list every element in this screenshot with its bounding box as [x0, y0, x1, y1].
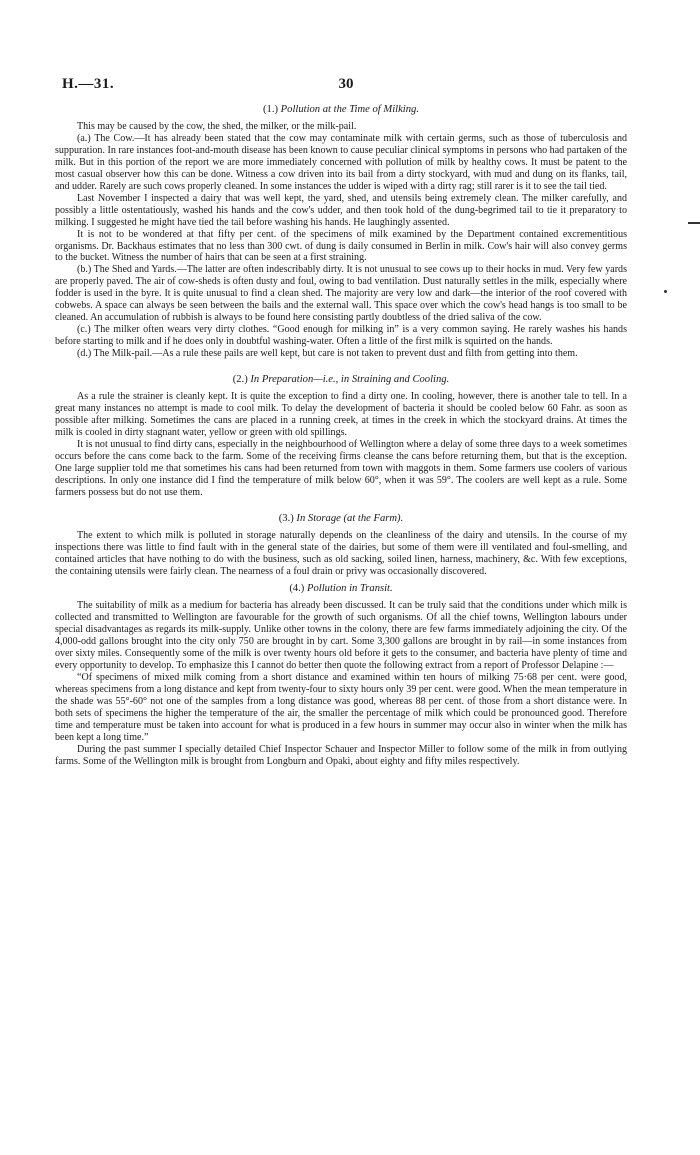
paragraph: It is not to be wondered at that fifty per cent. of the specimens of milk examined by the Department contained excrementitious organisms. Dr. Backhaus estimates that no less than 300 cwt. of dung is daily consumed in Berlin in milk. Cow's hair will also convey germs to the bucket. Witness the number of hairs that can be seen at a first straining.	[55, 228, 627, 264]
section-number: (2.)	[232, 374, 248, 386]
paragraph: This may be caused by the cow, the shed, the milker, or the milk-pail.	[77, 121, 357, 132]
page-number: 30	[338, 76, 354, 92]
margin-mark	[688, 222, 700, 224]
section-number: (3.)	[278, 512, 294, 524]
page-body	[55, 104, 627, 768]
page-header	[62, 76, 630, 96]
paragraph: During the past summer I specially detailed Chief Inspector Schauer and Inspector Miller to follow some of the milk in from outlying farms. Some of the Wellington milk is brought from Longburn and Opaki, about eighty and fifty miles respectively.	[55, 743, 627, 767]
section-title: In Storage (at the Farm).	[296, 512, 404, 524]
paragraph: The suitability of milk as a medium for bacteria has already been discussed. It can be truly said that the conditions under which milk is collected and transmitted to Wellington are favourable for the growth of such organisms. Of all the chief towns, Wellington labours under special disadvantages as regards its milk-supply. Unlike other towns in the colony, there are few farms immediately adjoining the city. Of the 4,000-odd gallons brought into the city only 750 are brought in by cart. Some 3,300 gallons are brought in by rail—in some instances from over sixty miles. Consequently some of the milk is over twenty hours old before it gets to the consumer, and bacteria have plenty of time and every opportunity to develop. To emphasize this I cannot do better then quote the following extract from a report of Professor Delapine :—	[55, 600, 627, 672]
section-heading	[55, 583, 627, 595]
margin-mark	[664, 290, 667, 293]
document-reference: H.—31.	[62, 76, 115, 92]
section-number: (1.)	[263, 104, 279, 115]
section-heading	[55, 104, 627, 116]
section-number: (4.)	[289, 583, 305, 595]
paragraph: (b.) The Shed and Yards.—The latter are often indescribably dirty. It is not unusual to see cows up to their hocks in mud. Very few yards are properly paved. The air of cow-sheds is often dusty and foul, owing to bad ventilation. Dust naturally settles in the milk, especially where fodder is used in the byre. It is quite unusual to find a clean shed. The majority are very low and dark—the interior of the roof covered with cobwebs. A space can always be seen between the bails and the external wall. This space over which the cow's head hangs is too small to be cleaned. An accumulation of rubbish is always to be found here consisting partly doubtless of the dried saliva of the cow.	[55, 264, 627, 324]
paragraph: As a rule the strainer is cleanly kept. It is quite the exception to find a dirty one. In cooling, however, there is another tale to tell. In a great many instances no attempt is made to cool milk. To delay the development of bacteria it should be cooled below 60 Fahr. as soon as possible after milking. Sometimes the cans are placed in a running creek, at times in the creek in which the stockyard drains. At times the milk is cooled in dirty stagnant water, yellow or green with old spillings.	[55, 391, 627, 438]
section-heading	[55, 513, 627, 525]
paragraph: The extent to which milk is polluted in storage naturally depends on the cleanliness of the dairy and utensils. In the course of my inspections there was little to find fault with in the general state of the dairies, but some of them were ill ventilated and foul-smelling, and contained articles that have nothing to do with the business, such as old sacking, soiled linen, harness, machinery, &c. With few exceptions, the containing utensils were fairly clean. The nearness of a foul drain or privy was occasionally discovered.	[55, 529, 627, 577]
section-title: Pollution at the Time of Milking.	[280, 104, 419, 115]
section-title: In Preparation—i.e., in Straining and Cooling.	[250, 374, 450, 386]
section-heading	[55, 374, 627, 386]
section-title: Pollution in Transit.	[307, 583, 393, 595]
quoted-paragraph: “Of specimens of mixed milk coming from a short distance and examined within ten hours of milking 75·68 per cent. were good, whereas specimens from a long distance and kept from twenty-four to sixty hours only 39 per cent. were good. When the mean temperature in the shade was 55°-60° not one of the samples from a long distance was good, whereas 88 per cent. of those from a short distance were. In both sets of specimens the higher the temperature of the air, the smaller the percentage of milk which could be pronounced good. Therefore time and temperature must be taken into account for what is produced in a few hours in summer may occur also in winter when the milk has been kept a long time.”	[55, 672, 627, 743]
paragraph: It is not unusual to find dirty cans, especially in the neighbourhood of Wellington where a delay of some three days to a week sometimes occurs before the cans come back to the farm. Some of the receiving firms cleanse the cans before returning them, but that is the exception. One large supplier told me that sometimes his cans had been returned from town with maggots in them. Some farmers use coolers of various descriptions. In only one instance did I find the temperature of milk below 60°, when it was 59°. The coolers are well kept as a rule. Some farmers possess but do not use them.	[55, 438, 627, 498]
paragraph: Last November I inspected a dairy that was well kept, the yard, shed, and utensils being extremely clean. The milker carefully, and possibly a little ostentatiously, washed his hands and the cow's udder, and then took hold of the dung-begrimed tail to tie it preparatory to milking. I suggested he might have tied the tail before washing his hands. He laughingly assented.	[55, 192, 627, 228]
paragraph: (a.) The Cow.—It has already been stated that the cow may contaminate milk with certain germs, such as those of tuberculosis and suppuration. In rare instances foot-and-mouth disease has been known to cause peculiar clinical symptoms in persons who had partaken of the milk. But in this portion of the report we are more immediately concerned with pollution of milk by healthy cows. It must be patent to the most casual observer how this can be done. Witness a cow driven into its bail from a dirty stockyard, with mud and dung on its flanks, tail, and udder. Rarely are such cows properly cleaned. In some instances the udder is wiped with a dirty rag; still rarer is it to see the tail tied.	[55, 132, 627, 192]
paragraph: (d.) The Milk-pail.—As a rule these pails are well kept, but care is not taken to prevent dust and filth from getting into them.	[77, 348, 578, 360]
paragraph: (c.) The milker often wears very dirty clothes. “Good enough for milking in” is a very common saying. He rarely washes his hands before starting to milk and if he does only in doubtful washing-water. Often a little of the first milk is squirted on the hands.	[55, 324, 627, 348]
